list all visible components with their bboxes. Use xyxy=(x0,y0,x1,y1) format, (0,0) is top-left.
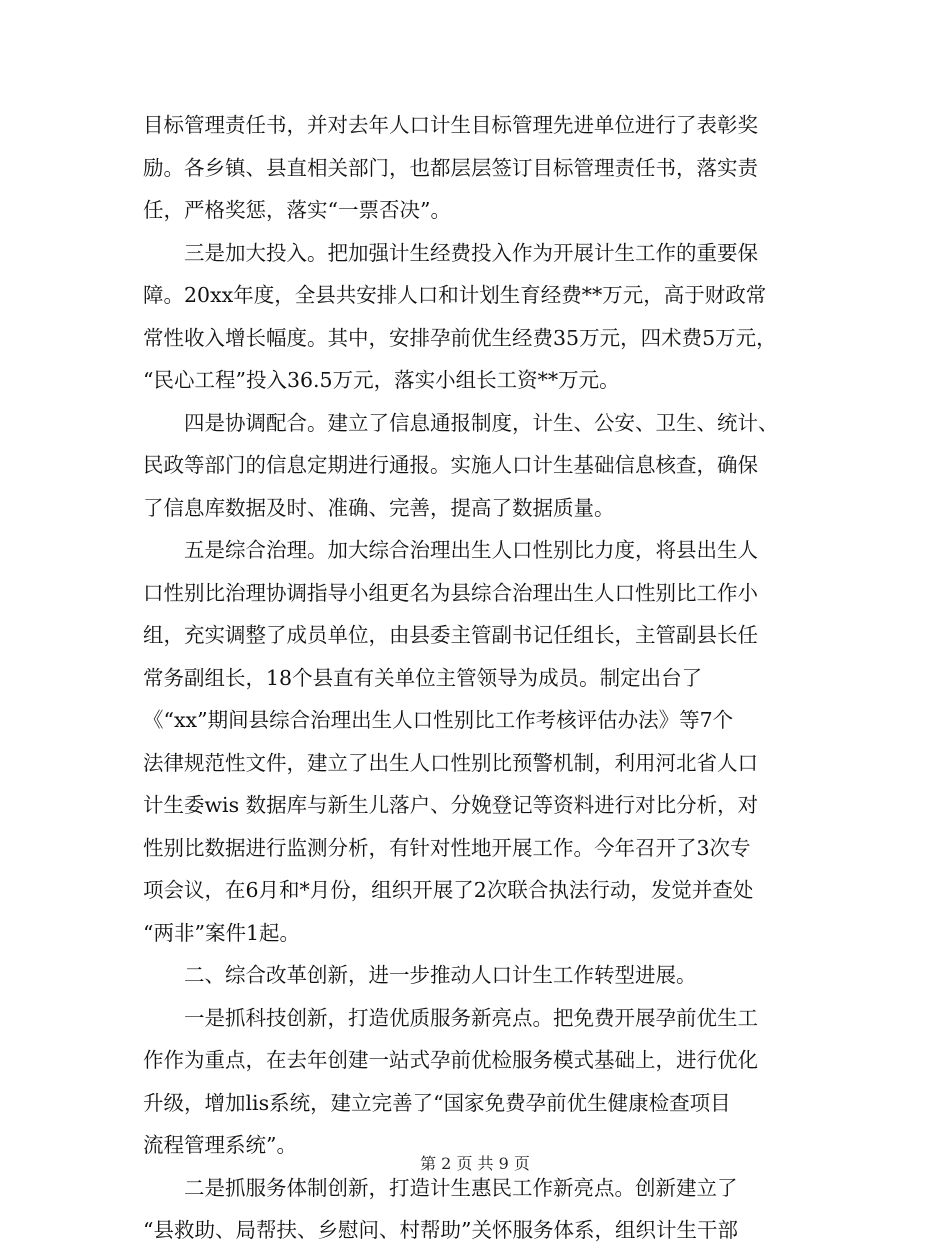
text-line: 升级，增加lis系统，建立完善了“国家免费孕前优生健康检查项目 xyxy=(143,1090,731,1115)
text-line: 任，严格奖惩，落实“一票否决”。 xyxy=(143,198,451,222)
text-line: 流程管理系统”。 xyxy=(143,1133,297,1157)
text-line: 民政等部门的信息定期进行通报。实施人口计生基础信息核查，确保 xyxy=(143,453,758,477)
text-line: 目标管理责任书，并对去年人口计生目标管理先进单位进行了表彰奖 xyxy=(143,113,758,137)
text-line: 一是抓科技创新，打造优质服务新亮点。把免费开展孕前优生工 xyxy=(143,1005,758,1030)
text-line: 性别比数据进行监测分析，有针对性地开展工作。今年召开了3次专 xyxy=(143,835,751,860)
text-line: 四是协调配合。建立了信息通报制度，计生、公安、卫生、统计、 xyxy=(143,410,779,435)
text-line: 常性收入增长幅度。其中，安排孕前优生经费35万元，四术费5万元， xyxy=(143,325,777,350)
text-line: 项会议，在6月和*月份，组织开展了2次联合执法行动，发觉并查处 xyxy=(143,878,754,902)
text-line: 障。20xx年度，全县共安排人口和计划生育经费**万元，高于财政常 xyxy=(143,283,767,307)
text-line: 《“xx”期间县综合治理出生人口性别比工作考核评估办法》等7个 xyxy=(143,708,734,732)
text-line: 组，充实调整了成员单位，由县委主管副书记任组长，主管副县长任 xyxy=(143,623,758,647)
text-line: 常务副组长，18个县直有关单位主管领导为成员。制定出台了 xyxy=(143,665,703,690)
text-line: 二是抓服务体制创新，打造计生惠民工作新亮点。创新建立了 xyxy=(143,1175,738,1200)
text-line: 作作为重点，在去年创建一站式孕前优检服务模式基础上，进行优化 xyxy=(143,1048,758,1072)
body-text xyxy=(143,104,808,1252)
text-line: “两非”案件1起。 xyxy=(143,920,301,945)
text-line: 二、综合改革创新，进一步推动人口计生工作转型进展。 xyxy=(143,963,697,987)
text-line: 励。各乡镇、县直相关部门，也都层层签订目标管理责任书，落实责 xyxy=(143,155,758,180)
text-line: “县救助、局帮扶、乡慰问、村帮助”关怀服务体系，组织计生干部 xyxy=(143,1218,738,1242)
text-line: 五是综合治理。加大综合治理出生人口性别比力度，将县出生人 xyxy=(143,538,758,562)
text-line: 口性别比治理协调指导小组更名为县综合治理出生人口性别比工作小 xyxy=(143,580,758,605)
text-line: “民心工程”投入36.5万元，落实小组长工资**万元。 xyxy=(143,368,620,392)
text-line: 法律规范性文件，建立了出生人口性别比预警机制，利用河北省人口 xyxy=(143,750,758,775)
text-line: 了信息库数据及时、准确、完善，提高了数据质量。 xyxy=(143,495,615,520)
text-line: 计生委wis 数据库与新生儿落户、分娩登记等资料进行对比分析，对 xyxy=(143,793,759,817)
text-line: 三是加大投入。把加强计生经费投入作为开展计生工作的重要保 xyxy=(143,240,758,265)
page-number-footer: 第 2 页 共 9 页 xyxy=(420,1154,530,1173)
